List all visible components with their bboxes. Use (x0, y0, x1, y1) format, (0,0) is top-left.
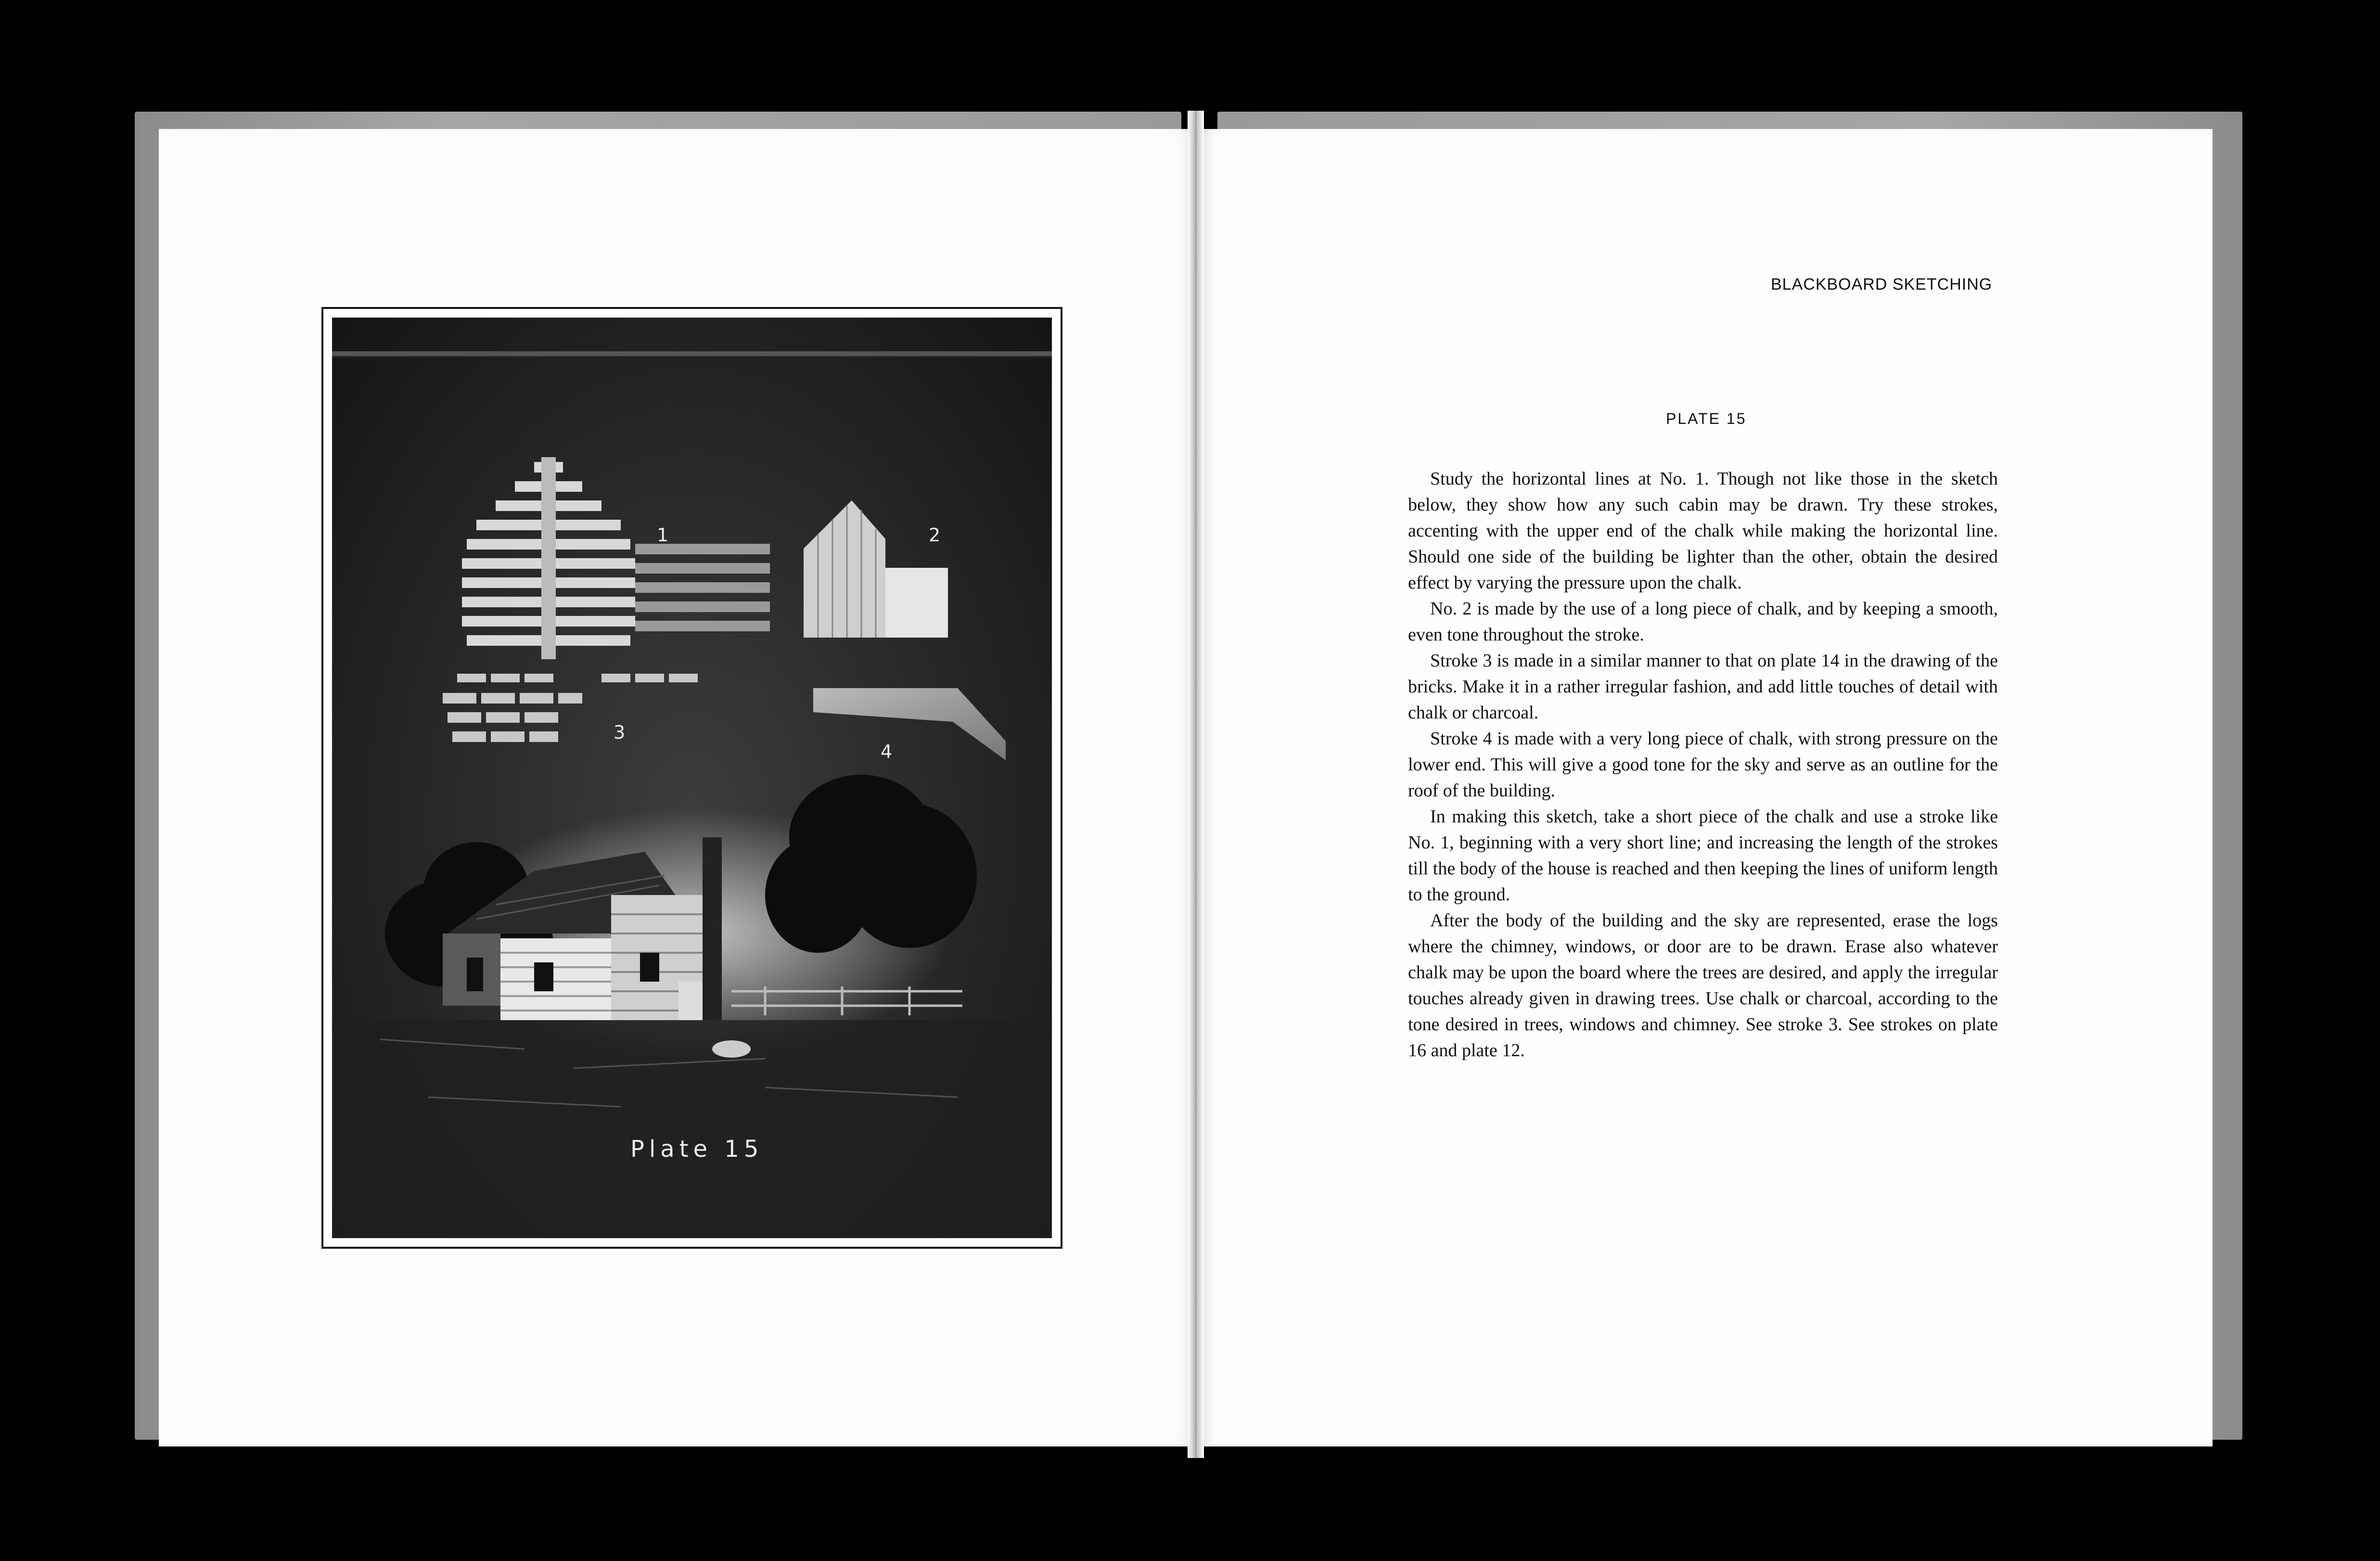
sketch-label-2: 2 (929, 525, 941, 546)
paragraph: In making this sketch, take a short piece of the chalk and use a stroke like No. 1, beginning with a very short line; and increasing the length of the strokes till the body of the house is reached and then keeping the lines of uniform length to the ground. (1408, 806, 1998, 905)
sketch-label-4: 4 (881, 741, 893, 762)
stroke-4-sky (813, 688, 1006, 760)
plate-illustration (321, 307, 1062, 1249)
running-head: BLACKBOARD SKETCHING (1771, 275, 1993, 294)
stroke-2-board-wall (804, 500, 948, 638)
paragraph: Stroke 4 is made with a very long piece of chalk, with strong pressure on the lower end. This will give a good tone for the sky and serve as an outline for the roof of the building. (1408, 729, 1998, 801)
body-text (1408, 466, 1998, 1063)
paragraph: Study the horizontal lines at No. 1. Though not like those in the sketch below, they show how any such cabin may be drawn. Try these strokes, accenting with the upper end of the chalk while making the horizontal line. Should one side of the building be lighter than the other, obtain the desired effect by varying the pressure upon the chalk. (1408, 469, 1998, 593)
sketch-label-3: 3 (614, 722, 626, 743)
plate-caption: Plate 15 (630, 1136, 764, 1163)
blackboard-sketch-image (332, 318, 1052, 1238)
stroke-1-log-gable (462, 457, 770, 659)
plate-title: PLATE 15 (1666, 410, 1747, 427)
book-gutter (1188, 111, 1204, 1458)
chalk-sketch (332, 318, 1052, 1238)
paragraph: No. 2 is made by the use of a long piece of chalk, and by keeping a smooth, even tone throughout the stroke. (1408, 599, 1998, 645)
stroke-3-bricks (443, 674, 698, 742)
paragraph: Stroke 3 is made in a similar manner to that on plate 14 in the drawing of the bricks. Make it in a rather irregular fashion, and add little touches of detail with chalk or charcoal. (1408, 651, 1998, 723)
sketch-label-1: 1 (657, 525, 669, 546)
paragraph: After the body of the building and the sky are represented, erase the logs where the chimney, windows, or door are to be drawn. Erase also whatever chalk may be upon the board where the trees are desired, and apply the irregular touches already given in drawing trees. Use chalk or charcoal, according to the tone desired in trees, windows and chimney. See stroke 3. See strokes on plate 16 and plate 12. (1408, 910, 1998, 1061)
